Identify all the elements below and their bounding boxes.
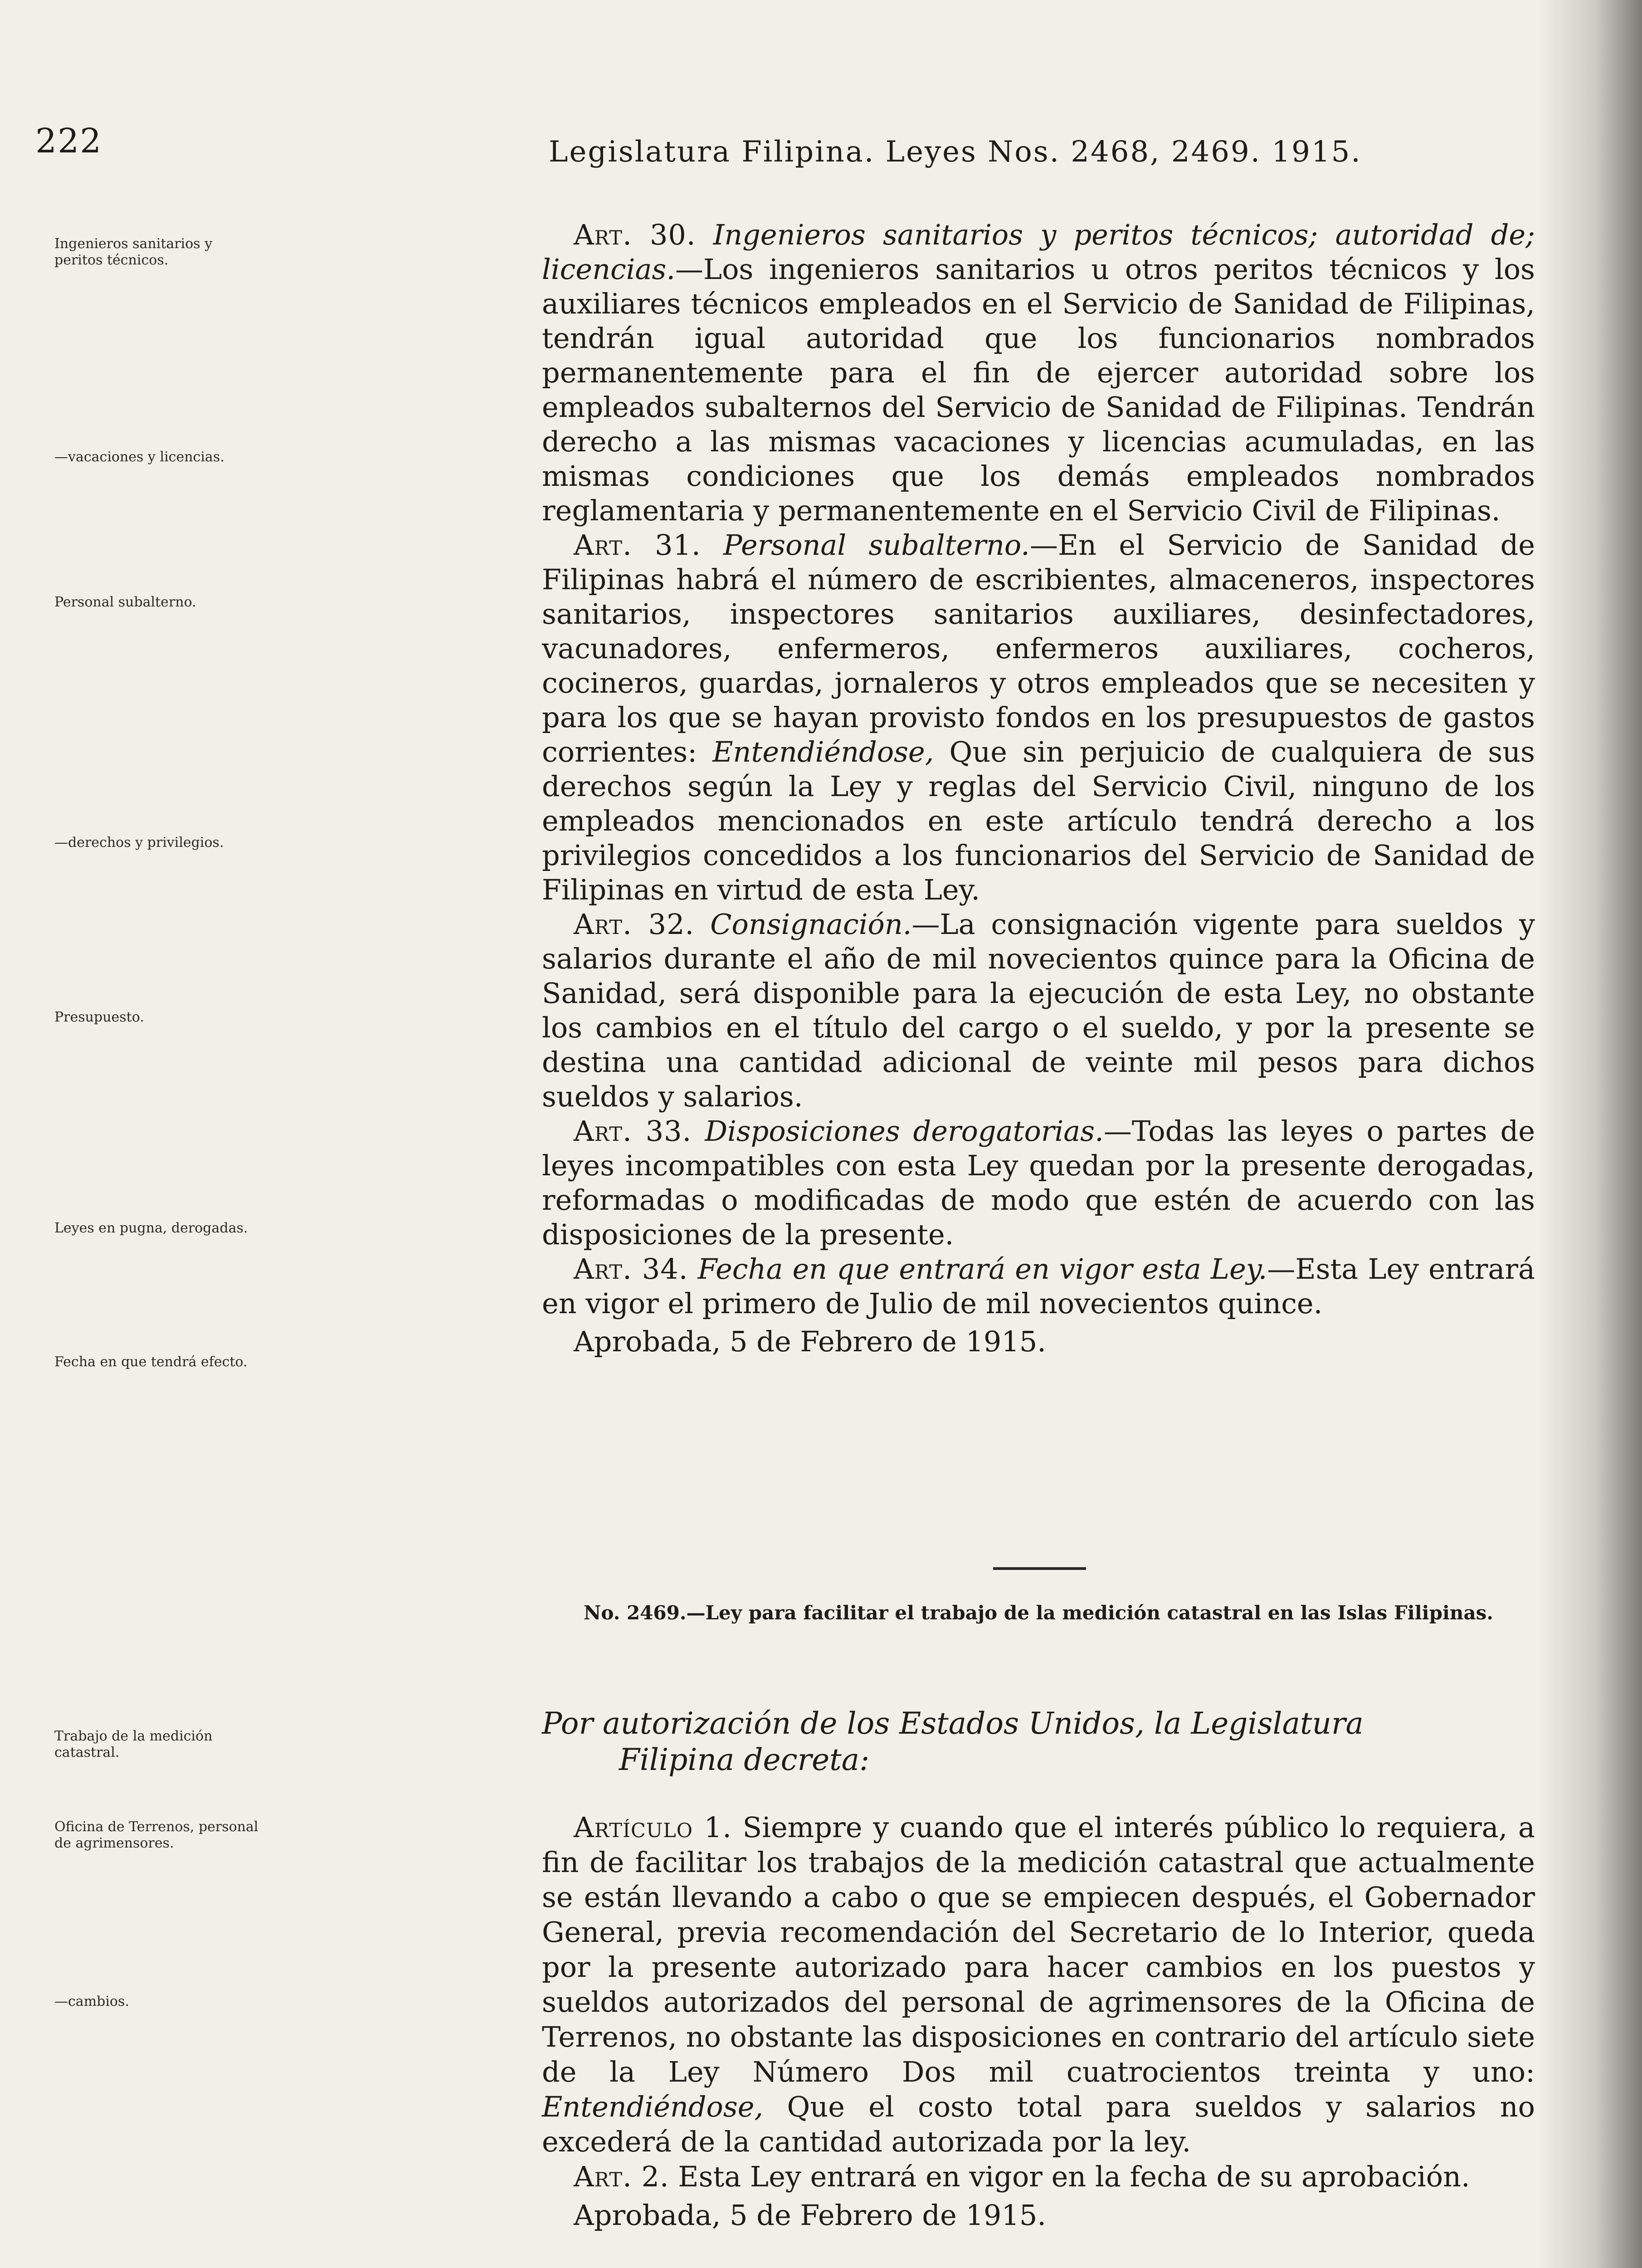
article-33 [542, 1114, 1535, 1252]
page-number: 222 [35, 122, 102, 161]
article-text: —Los ingenieros sanitarios u otros peritos técnicos y los auxiliares técnicos empleados en el Servicio de Sanidad de Filipinas, tendrán igual autoridad que los funcionarios nombrados permanentemente para el fin de ejercer autoridad sobre los empleados subalternos del Servicio de Sanidad de Filipinas. Tendrán derecho a las mismas vacaciones y licencias acumuladas, en las mismas condiciones que los demás empleados nombrados reglamentaria y permanentemente en el Servicio Civil de Filipinas. [542, 253, 1535, 527]
margin-note: Presupuesto. [54, 1009, 144, 1025]
article-31 [542, 528, 1535, 907]
article-label: Artículo 1. [574, 1811, 732, 1844]
article-text: —La consignación vigente para sueldos y salarios durante el año de mil novecientos quince para la Oficina de Sanidad, será disponible para la ejecución de esta Ley, no obstante los cambios en el título del cargo o el sueldo, y por la presente se destina una cantidad adicional de veinte mil pesos para dichos sueldos y salarios. [542, 908, 1535, 1113]
approval-date: Aprobada, 5 de Febrero de 1915. [574, 1325, 1046, 1358]
law-2469-body [542, 1810, 1535, 2233]
enacting-clause-line-2: Filipina decreta: [619, 1742, 870, 1777]
article-text: Esta Ley entrará en vigor en la fecha de su aprobación. [669, 2160, 1470, 2193]
article-title: Personal subalterno. [723, 528, 1030, 562]
margin-note: —cambios. [54, 1994, 129, 2009]
article-text-continued: Que el costo total para sueldos y salarios no excederá de la cantidad autorizada por la ley. [542, 2090, 1535, 2158]
enacting-clause [542, 1706, 1535, 1778]
article-title: Fecha en que entrará en vigor esta Ley. [697, 1252, 1267, 1286]
article-label: Art. 2. [574, 2160, 669, 2193]
article-1 [542, 1810, 1535, 2159]
article-label: Art. 32. [574, 908, 695, 941]
article-label: Art. 34. [574, 1252, 688, 1286]
margin-note: Trabajo de la medición catastral. [54, 1728, 213, 1760]
binding-shadow [1538, 0, 1642, 2268]
margin-note: Fecha en que tendrá efecto. [54, 1354, 248, 1370]
article-34 [542, 1252, 1535, 1321]
article-label: Art. 31. [574, 528, 701, 562]
article-text-continued: Que sin perjuicio de cualquiera de sus derechos según la Ley y reglas del Servicio Civil, ninguno de los empleados mencionados en este artículo tendrá derecho a los privilegios concedidos a los funcionarios del Servicio de Sanidad de Filipinas en virtud de esta Ley. [542, 735, 1535, 906]
approval-date: Aprobada, 5 de Febrero de 1915. [574, 2199, 1046, 2232]
article-title: Ingenieros sanitarios y peritos técnicos; autoridad de; licencias. [542, 218, 1535, 286]
enacting-clause-line-1: Por autorización de los Estados Unidos, la Legislatura [542, 1706, 1364, 1741]
margin-note: —vacaciones y licencias. [54, 449, 224, 465]
article-text: Siempre y cuando que el interés público lo requiera, a fin de facilitar los trabajos de la medición catastral que actualmente se están llevando a cabo o que se empiecen después, el Gobernador General, previa recomendación del Secretario de lo Interior, queda por la presente autorizado para hacer cambios en los puestos y sueldos autorizados del personal de agrimensores de la Oficina de Terrenos, no obstante las disposiciones en contrario del artículo siete de la Ley Número Dos mil cuatrocientos treinta y uno: [542, 1811, 1535, 2088]
law-2469-heading: No. 2469.—Ley para facilitar el trabajo de la medición catastral en las Islas Filipinas. [584, 1602, 1493, 1624]
proviso: Entendiéndose, [542, 2090, 764, 2123]
article-2 [542, 2159, 1535, 2194]
article-30 [542, 218, 1535, 528]
article-label: Art. 30. [574, 218, 696, 251]
margin-note: Leyes en pugna, derogadas. [54, 1220, 248, 1236]
article-32 [542, 907, 1535, 1114]
article-title: Consignación. [710, 908, 912, 941]
article-text: —Esta Ley entrará en vigor el primero de Julio de mil novecientos quince. [542, 1252, 1535, 1320]
running-head: Legislatura Filipina. Leyes Nos. 2468, 2469. 1915. [549, 135, 1362, 169]
margin-note: Ingenieros sanitarios y peritos técnicos. [54, 236, 213, 268]
article-label: Art. 33. [574, 1114, 692, 1148]
article-text: —Todas las leyes o partes de leyes incompatibles con esta Ley quedan por la presente derogadas, reformadas o modificadas de modo que estén de acuerdo con las disposiciones de la presente. [542, 1114, 1535, 1251]
section-divider [993, 1567, 1086, 1570]
law-2468-body [542, 218, 1535, 1359]
article-title: Disposiciones derogatorias. [705, 1114, 1104, 1148]
margin-note: Personal subalterno. [54, 594, 196, 610]
article-text: —En el Servicio de Sanidad de Filipinas habrá el número de escribientes, almaceneros, inspectores sanitarios, inspectores sanitarios auxiliares, desinfectadores, vacunadores, enfermeros, enfermeros auxiliares, cocheros, cocineros, guardas, jornaleros y otros empleados que se necesiten y para los que se hayan provisto fondos en los presupuestos de gastos corrientes: [542, 528, 1535, 768]
margin-note: —derechos y privilegios. [54, 835, 224, 850]
margin-note: Oficina de Terrenos, personal de agrimensores. [54, 1819, 258, 1851]
proviso: Entendiéndose, [712, 735, 934, 768]
